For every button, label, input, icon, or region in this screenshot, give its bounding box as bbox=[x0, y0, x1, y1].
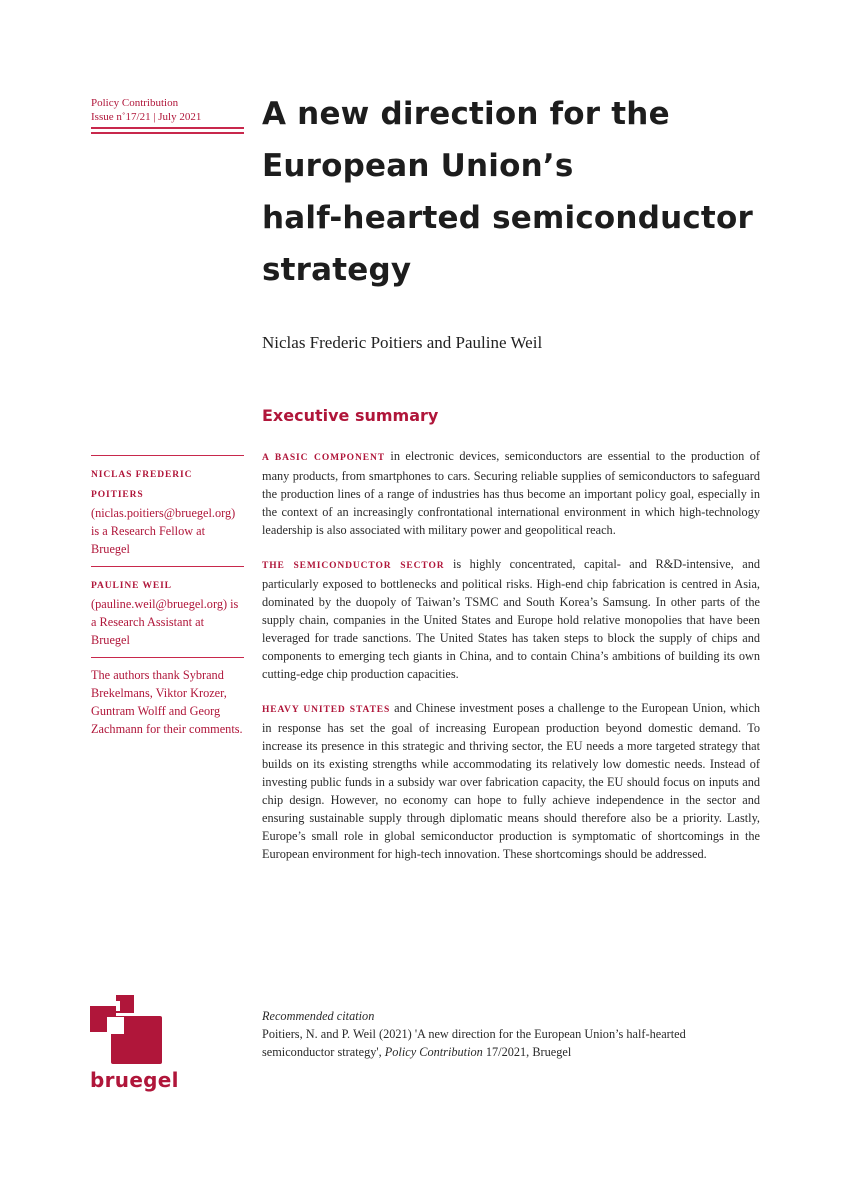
paragraph-lead: HEAVY UNITED STATES bbox=[262, 705, 391, 715]
double-rule-divider bbox=[91, 127, 244, 134]
author-name: NICLAS FREDERIC POITIERS bbox=[91, 470, 193, 500]
logo-wordmark: bruegel bbox=[90, 1068, 179, 1092]
acknowledgement: The authors thank Sybrand Brekelmans, Viktor Krozer, Guntram Wolff and Georg Zachmann for their comments. bbox=[91, 657, 244, 746]
citation-label: Recommended citation bbox=[262, 1009, 375, 1023]
title-line: half-hearted semiconductor bbox=[262, 200, 753, 236]
logo-square-white bbox=[107, 1017, 124, 1034]
paragraph-text: is highly concentrated, capital- and R&D-intensive, and particularly exposed to bottlenecks and political risks. High-end chip fabrication is centred in Asia, dominated by the duopoly of Taiwan’s TSMC and South Korea’s Samsung. In other parts of the supply chain, companies in the United States and Europe hold relative monopolies that have been leveraged for trade sanctions. The United States has taken steps to block the supply of chips and components to emerging tech giants in China, and to contain China’s ambitions of building its own cutting-edge chip production capacities. bbox=[262, 557, 760, 681]
title-line: strategy bbox=[262, 252, 412, 288]
author-bio-1 bbox=[91, 455, 244, 566]
title-line: European Union’s bbox=[262, 148, 574, 184]
series-info bbox=[91, 96, 251, 124]
executive-summary-body bbox=[262, 447, 760, 879]
issue-label: Issue n˚17/21 | July 2021 bbox=[91, 111, 202, 123]
author-bio-text: (pauline.weil@bruegel.org) is a Research Assistant at Bruegel bbox=[91, 597, 239, 647]
authors-line: Niclas Frederic Poitiers and Pauline Weil bbox=[262, 333, 543, 352]
paragraph-lead: THE SEMICONDUCTOR SECTOR bbox=[262, 561, 445, 571]
executive-summary-heading: Executive summary bbox=[262, 406, 439, 425]
author-bio-text: (niclas.poitiers@bruegel.org) is a Research Fellow at Bruegel bbox=[91, 506, 236, 556]
paragraph-lead: A BASIC COMPONENT bbox=[262, 453, 385, 463]
author-bio-2 bbox=[91, 566, 244, 657]
summary-paragraph bbox=[262, 699, 760, 863]
title-line: A new direction for the bbox=[262, 96, 670, 132]
paragraph-text: in electronic devices, semiconductors are essential to the production of many products, from smartphones to cars. Securing reliable supplies of semiconductors to safeguard the production lines of a range of industries has thus become an important policy goal, especially in the context of an increasingly confrontational international environment in which high-technology leadership is also associated with military power and geopolitical reach. bbox=[262, 449, 760, 537]
sidebar bbox=[91, 455, 244, 746]
series-label: Policy Contribution bbox=[91, 97, 179, 109]
citation-tail: 17/2021, Bruegel bbox=[482, 1045, 572, 1059]
recommended-citation bbox=[262, 1007, 760, 1061]
paragraph-text: and Chinese investment poses a challenge to the European Union, which in response has set the goal of increasing European production beyond domestic demand. To increase its presence in this strategic and thriving sector, the EU needs a more targeted strategy that builds on its existing strengths while accommodating its relatively low domestic needs. Instead of investing public funds in a subsidy war over fabrication capacity, the EU should focus on inputs and chip design. However, no economy can hope to fully achieve independence in the sector and ensuring sustainable supply through diplomatic means should therefore also be a priority. Lastly, Europe’s small role in global semiconductor production is symptomatic of shortcomings in the European environment for high-tech innovation. These shortcomings should be addressed. bbox=[262, 701, 760, 861]
citation-body: Poitiers, N. and P. Weil (2021) 'A new direction for the European Union’s half-hearted semiconductor strategy', bbox=[262, 1027, 686, 1059]
summary-paragraph bbox=[262, 555, 760, 683]
summary-paragraph bbox=[262, 447, 760, 539]
author-name: PAULINE WEIL bbox=[91, 581, 172, 591]
citation-publication: Policy Contribution bbox=[384, 1045, 483, 1059]
page-title bbox=[262, 88, 782, 296]
citation-text bbox=[262, 1025, 760, 1061]
